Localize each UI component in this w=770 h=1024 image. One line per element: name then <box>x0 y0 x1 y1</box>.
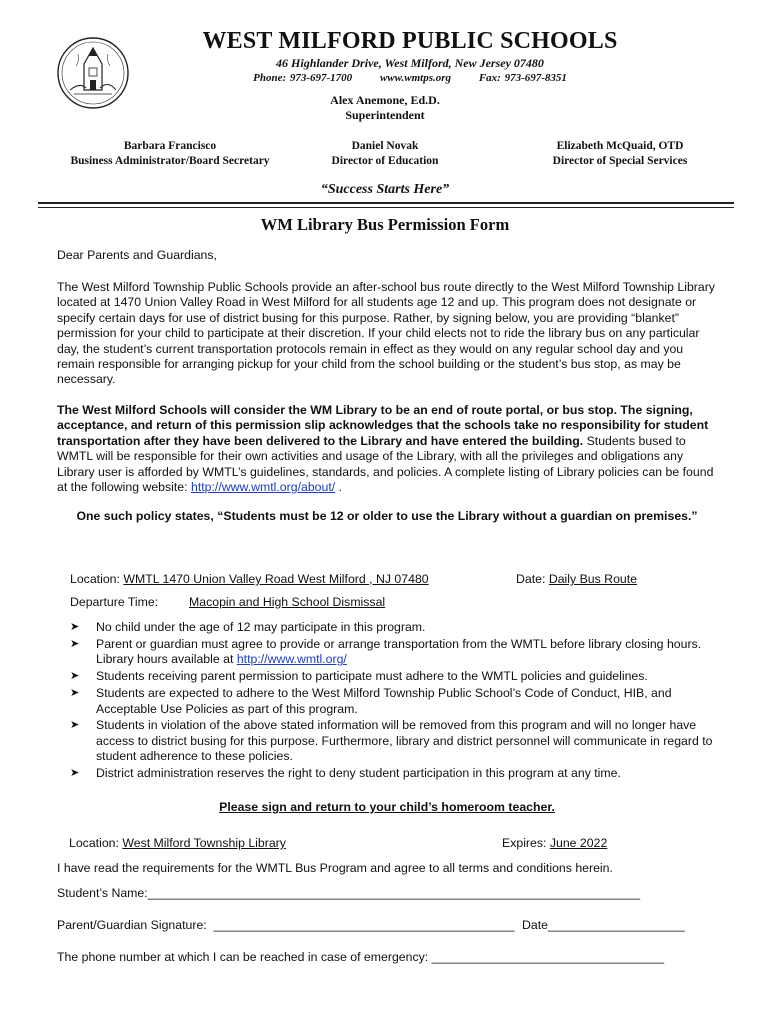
header-divider-thin <box>38 207 734 208</box>
motto: “Success Starts Here” <box>320 182 450 197</box>
list-item <box>70 766 720 781</box>
list-item <box>70 718 720 764</box>
student-name-label: Student’s Name: <box>57 886 148 900</box>
arrow-bullet-icon: ➤ <box>70 687 80 700</box>
signature-label: Parent/Guardian Signature: <box>57 918 207 932</box>
superintendent-title: Superintendent <box>345 108 425 122</box>
agreement-statement: I have read the requirements for the WMTL Bus Program and agree to all terms and conditions herein. <box>57 861 613 875</box>
student-name-field[interactable] <box>57 886 640 900</box>
phone-number: Phone: 973-697-1700 <box>253 72 353 84</box>
emergency-phone-blank[interactable]: __________________________________ <box>431 950 665 964</box>
fax-number: Fax: 973-697-8351 <box>478 72 567 84</box>
admin-special-services <box>510 139 730 169</box>
location-label: Location: <box>70 572 120 586</box>
district-seal-logo <box>56 36 130 110</box>
list-item <box>70 669 720 684</box>
date-blank[interactable]: ____________________ <box>547 918 685 932</box>
location-row <box>70 572 429 586</box>
arrow-bullet-icon: ➤ <box>70 719 80 732</box>
list-item <box>70 686 720 717</box>
location-value: WMTL 1470 Union Valley Road West Milford , NJ 07480 <box>123 572 429 586</box>
date-label: Date: <box>516 572 546 586</box>
date-row <box>516 572 637 586</box>
location2-row <box>69 836 286 850</box>
responsibility-end: . <box>335 480 343 495</box>
expires-label: Expires: <box>502 836 547 850</box>
departure-value: Macopin and High School Dismissal <box>189 595 386 609</box>
contact-line <box>140 72 680 84</box>
admin-title: Director of Education <box>331 155 439 167</box>
list-item-text: Students in violation of the above stated information will be removed from this program and will no longer have access to district busing for this purpose. Furthermore, library and district personnel will communicate in regard to student adherence to these policies. <box>96 718 713 764</box>
school-address: 46 Highlander Drive, West Milford, New Jersey 07480 <box>276 56 544 70</box>
emergency-phone-field[interactable] <box>57 950 664 964</box>
intro-paragraph: The West Milford Township Public Schools provide an after-school bus route directly to the West Milford Township Library located at 1470 Union Valley Road in West Milford for all students age 12 and up. This program does not designate or specify certain days for use of district busing for this purpose. Rather, by signing below, you are providing “blanket” permission for your child to participate at their discretion. If your child elects not to ride the library bus on any particular day, the student’s current transportation protocols remain in effect as they would on any regular school day and you remain responsible for arranging pickup for your child from the school building or the student’s bus stop, as may be necessary. <box>57 280 715 387</box>
list-item-text: Parent or guardian must agree to provide or arrange transportation from the WMTL before library closing hours. Library hours available at <box>96 636 702 667</box>
admin-name: Daniel Novak <box>351 140 419 152</box>
library-policy-link[interactable]: http://www.wmtl.org/about/ <box>190 480 336 495</box>
date-field[interactable] <box>522 918 685 932</box>
location2-label: Location: <box>69 836 119 850</box>
signature-blank[interactable]: ____________________________________________ <box>213 918 515 932</box>
location2-value: West Milford Township Library <box>122 836 286 850</box>
arrow-bullet-icon: ➤ <box>70 637 80 650</box>
date2-label: Date <box>522 918 548 932</box>
responsibility-paragraph <box>57 403 717 495</box>
arrow-bullet-icon: ➤ <box>70 621 80 633</box>
list-item <box>70 637 720 668</box>
header-divider <box>38 202 734 204</box>
admin-education <box>310 139 460 169</box>
student-name-blank[interactable]: ________________________________________________________________________ <box>147 886 641 900</box>
list-item-text: District administration reserves the right to deny student participation in this program at any time. <box>96 766 621 781</box>
list-item <box>70 620 720 635</box>
superintendent-name: Alex Anemone, Ed.D. <box>330 93 440 107</box>
signature-field[interactable] <box>57 918 514 932</box>
admin-business <box>40 139 300 169</box>
admin-title: Business Administrator/Board Secretary <box>70 155 270 167</box>
list-item-text: No child under the age of 12 may participate in this program. <box>96 620 426 634</box>
list-item-text: Students are expected to adhere to the West Milford Township Public School’s Code of Conduct, HIB, and Acceptable Use Policies as part of this program. <box>96 686 672 716</box>
library-hours-link[interactable]: http://www.wmtl.org/ <box>236 652 347 667</box>
list-item-text: Students receiving parent permission to participate must adhere to the WMTL policies and guidelines. <box>96 669 648 684</box>
admin-name: Barbara Francisco <box>123 140 217 152</box>
departure-row <box>70 595 158 609</box>
departure-label: Departure Time: <box>70 595 159 609</box>
form-title: WM Library Bus Permission Form <box>260 215 510 234</box>
emergency-phone-label: The phone number at which I can be reached in case of emergency: <box>57 950 429 964</box>
administrators <box>40 139 730 173</box>
policy-statement: One such policy states, “Students must be 12 or older to use the Library without a guardian on premises.” <box>76 509 698 523</box>
expires-row <box>502 836 607 850</box>
expires-value: June 2022 <box>549 836 608 850</box>
arrow-bullet-icon: ➤ <box>70 670 80 683</box>
superintendent-block <box>185 93 585 123</box>
school-name: WEST MILFORD PUBLIC SCHOOLS <box>202 28 618 54</box>
admin-title: Director of Special Services <box>552 155 688 167</box>
admin-name: Elizabeth McQuaid, OTD <box>556 140 684 152</box>
responsibility-bold: The West Milford Schools will consider the WM Library to be an end of route portal, or bus stop. The signing, acceptance, and return of this permission slip acknowledges that the schools take no responsibility for student transportation after they have been delivered to the Library and have entered the building. <box>57 403 709 448</box>
arrow-bullet-icon: ➤ <box>70 767 80 780</box>
website-link[interactable]: www.wmtps.org <box>379 72 452 84</box>
rules-list <box>70 620 720 782</box>
return-instruction: Please sign and return to your child’s homeroom teacher. <box>219 800 555 814</box>
greeting: Dear Parents and Guardians, <box>57 248 217 262</box>
date-value: Daily Bus Route <box>548 572 637 586</box>
responsibility-text: Students bused to WMTL will be responsible for their own activities and usage of the Library, with all the privileges and obligations any Library user is afforded by WMTL’s guidelines, standards, and policies. A complete listing of Library policies can be found at the following website: <box>57 433 714 495</box>
